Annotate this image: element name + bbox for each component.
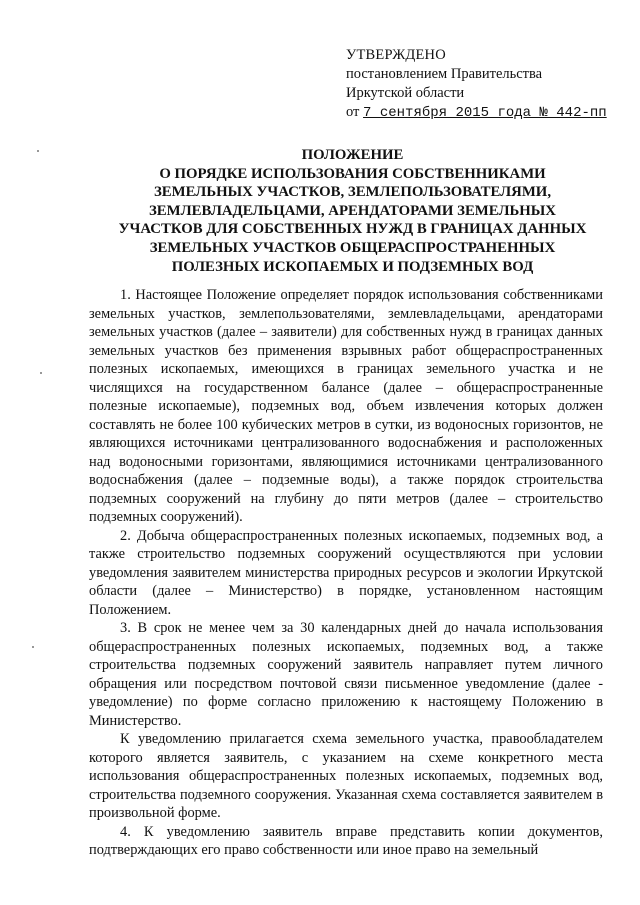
approval-date-line — [346, 103, 636, 123]
approval-line-2: Иркутской области — [346, 85, 465, 101]
title-line: ЗЕМЕЛЬНЫХ УЧАСТКОВ, ЗЕМЛЕПОЛЬЗОВАТЕЛЯМИ, — [153, 184, 552, 201]
approval-block — [346, 46, 636, 123]
document-body — [89, 286, 603, 860]
document-title — [80, 146, 625, 276]
title-line: ПОЛОЖЕНИЕ — [301, 147, 404, 163]
scan-speck — [37, 150, 39, 152]
approval-heading: УТВЕРЖДЕНО — [346, 47, 446, 63]
approval-date-value: 7 сентября 2015 года № 442-пп — [363, 105, 607, 121]
paragraph-4: 4. К уведомлению заявитель вправе представить копии документов, подтверждающих его право собственности или иное право на земельный — [89, 823, 603, 858]
approval-date-prefix: от — [346, 104, 360, 120]
approval-line-1: постановлением Правительства — [346, 66, 543, 82]
title-line: УЧАСТКОВ ДЛЯ СОБСТВЕННЫХ НУЖД В ГРАНИЦАХ ДАННЫХ — [118, 221, 587, 238]
title-line: ЗЕМЛЕВЛАДЕЛЬЦАМИ, АРЕНДАТОРАМИ ЗЕМЕЛЬНЫХ — [148, 202, 556, 219]
title-line: ПОЛЕЗНЫХ ИСКОПАЕМЫХ И ПОДЗЕМНЫХ ВОД — [171, 258, 534, 275]
paragraph-3: 3. В срок не менее чем за 30 календарных дней до начала использования общераспространенных полезных ископаемых, подземных вод, а также строительства подземных сооружений заявитель направляет путем личного обращения или посредством почтовой связи письменное уведомление (далее - уведомление) по форме согласно приложению к настоящему Положению в Министерство. — [89, 620, 603, 729]
scan-speck — [32, 646, 34, 648]
paragraph-1: 1. Настоящее Положение определяет порядок использования собственниками земельных участков, землепользователями, землевладельцами, арендаторами земельных участков (далее – заявители) для собственных нужд в границах данных земельных участков без применения взрывных работ общераспространенных полезных ископаемых, имеющихся в границах земельного участка и не числящихся на государственном балансе (далее – общераспространенные полезные ископаемые), подземных вод, объем извлечения которых должен составлять не более 100 кубических метров в сутки, из водоносных горизонтов, не являющихся источниками централизованного водоснабжения и расположенных над водоносными горизонтами, являющимися источниками централизованного водоснабжения (далее – подземные воды), а также порядок строительства подземных сооружений на глубину до пяти метров (далее – строительство подземных сооружений). — [89, 287, 603, 525]
title-line: ЗЕМЕЛЬНЫХ УЧАСТКОВ ОБЩЕРАСПРОСТРАНЕННЫХ — [149, 239, 556, 256]
scan-speck — [40, 372, 42, 374]
paragraph-3-attachment: К уведомлению прилагается схема земельного участка, правообладателем которого является заявитель, с указанием на схеме конкретного места использования общераспространенных полезных ископаемых, подземных вод, строительства подземного сооружения. Указанная схема составляется заявителем в произвольной форме. — [89, 731, 603, 821]
title-line: О ПОРЯДКЕ ИСПОЛЬЗОВАНИЯ СОБСТВЕННИКАМИ — [159, 165, 546, 182]
paragraph-2: 2. Добыча общераспространенных полезных ископаемых, подземных вод, а также строительство подземных сооружений осуществляются при условии уведомления заявителем министерства природных ресурсов и экологии Иркутской области (далее – Министерство) в порядке, установленном настоящим Положением. — [89, 527, 603, 618]
